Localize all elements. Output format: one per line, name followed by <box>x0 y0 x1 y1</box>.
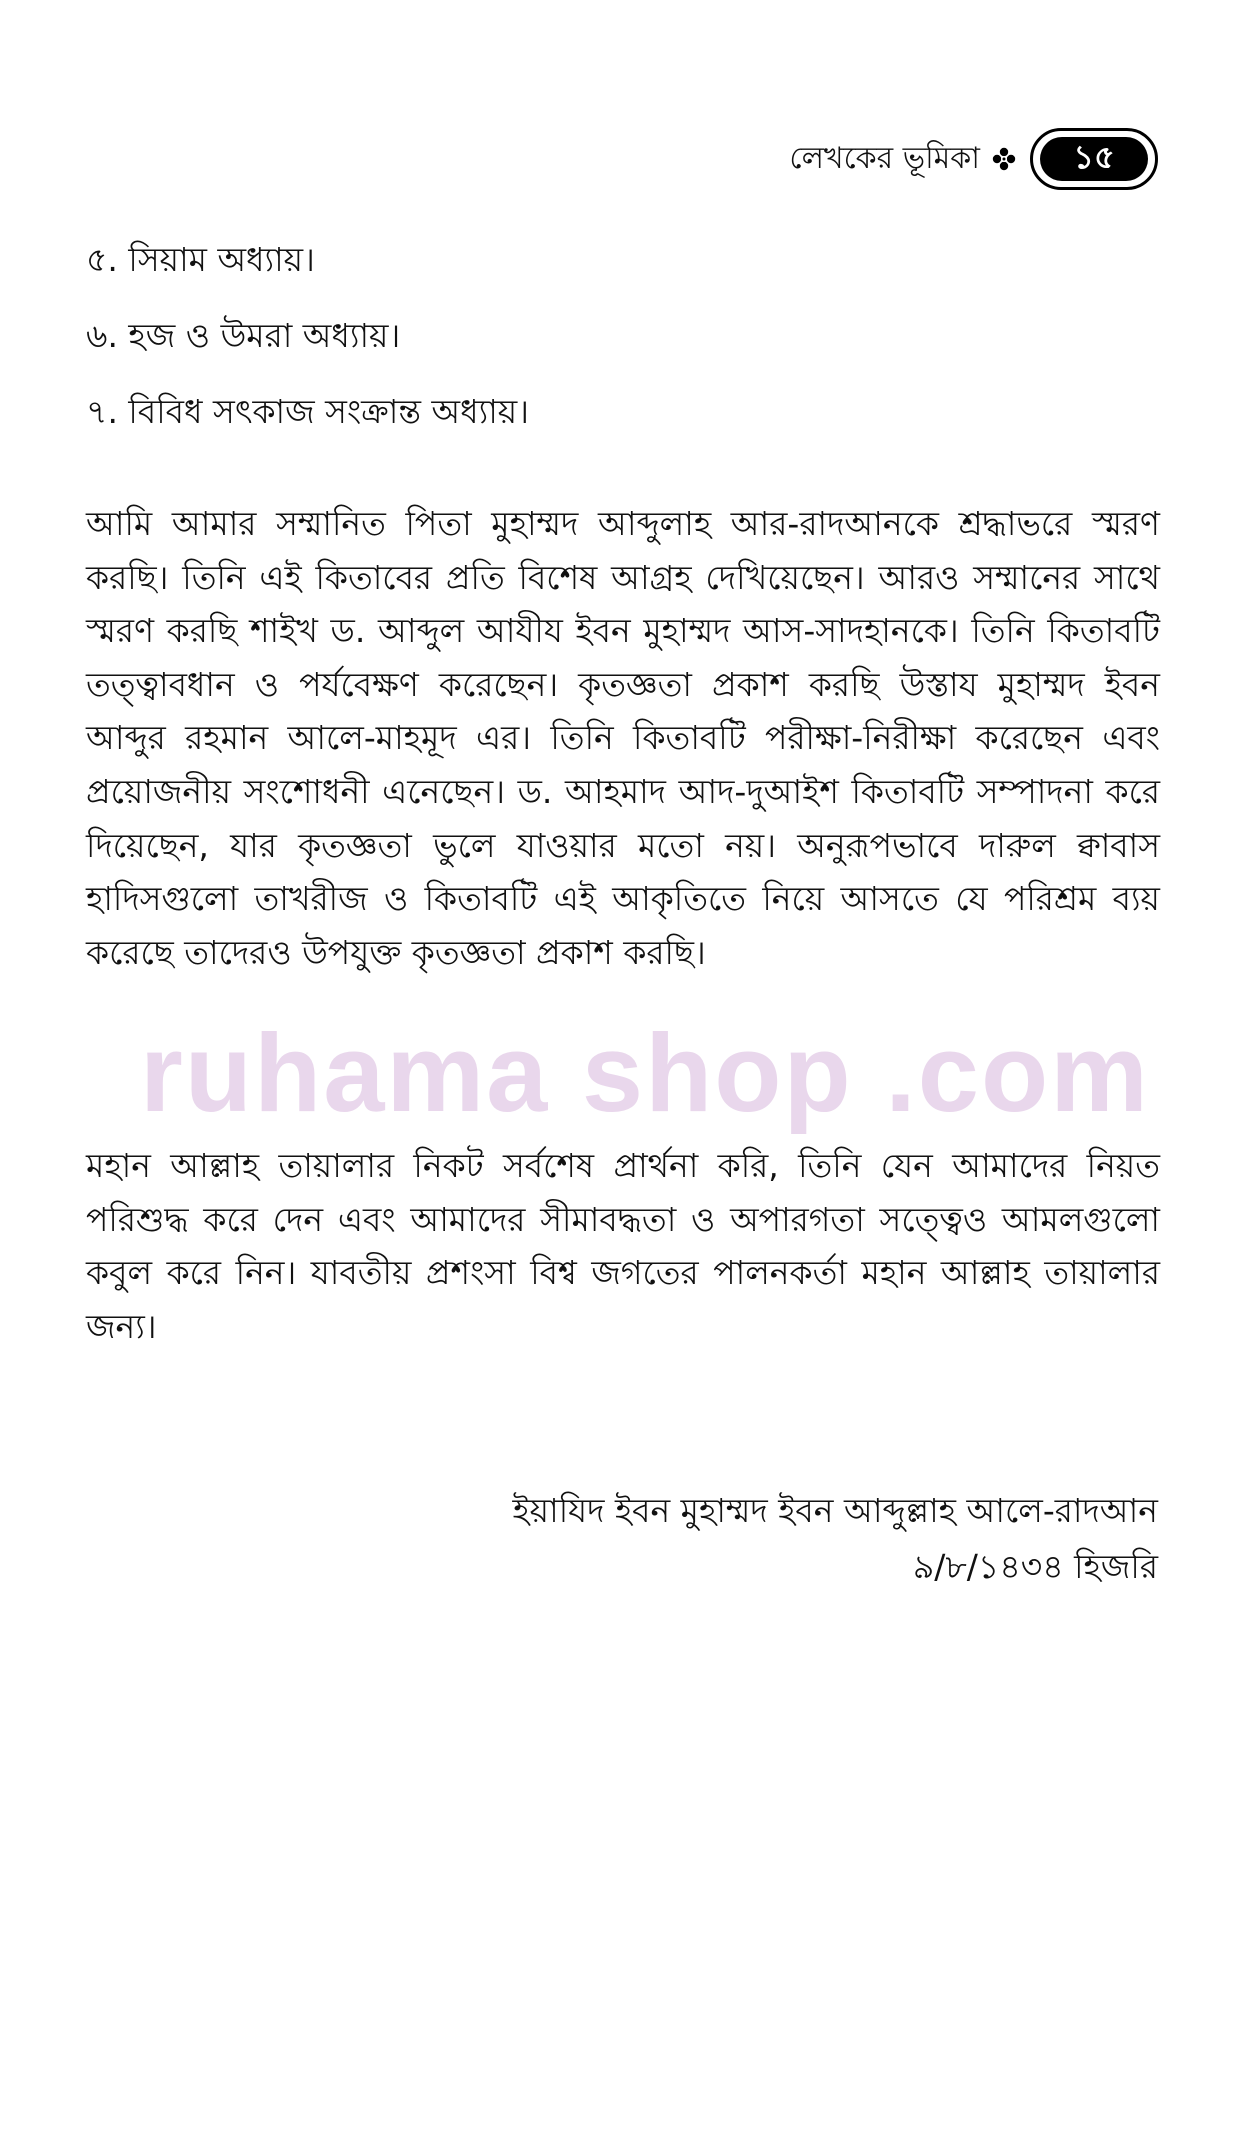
author-name: ইয়াযিদ ইবন মুহাম্মদ ইবন আব্দুল্লাহ আলে-রাদআন <box>512 1491 1158 1530</box>
list-item: ৭. বিবিধ সৎকাজ সংক্রান্ত অধ্যায়। <box>86 392 529 431</box>
watermark: ruhama shop .com <box>140 1012 1150 1135</box>
acknowledgement-paragraph: আমি আমার সম্মানিত পিতা মুহাম্মদ আব্দুলাহ আর-রাদআনকে শ্রদ্ধাভরে স্মরণ করছি। তিনি এই কিতাবের প্রতি বিশেষ আগ্রহ দেখিয়েছেন। আরও সম্মানের সাথে স্মরণ করছি শাইখ ড. আব্দুল আযীয ইবন মুহাম্মদ আস-সাদহানকে। তিনি কিতাবটি তত্ত্বাবধান ও পর্যবেক্ষণ করেছেন। কৃতজ্ঞতা প্রকাশ করছি উস্তায মুহাম্মদ ইবন আব্দুর রহমান আলে-মাহমূদ এর। তিনি কিতাবটি পরীক্ষা-নিরীক্ষা করেছেন এবং প্রয়োজনীয় সংশোধনী এনেছেন। ড. আহমাদ আদ-দুআইশ কিতাবটি সম্পাদনা করে দিয়েছেন, যার কৃতজ্ঞতা ভুলে যাওয়ার মতো নয়। অনুরূপভাবে দারুল ক্বাবাস হাদিসগুলো তাখরীজ ও কিতাবটি এই আকৃতিতে নিয়ে আসতে যে পরিশ্রম ব্যয় করেছে তাদেরও উপযুক্ত কৃতজ্ঞতা প্রকাশ করছি। <box>86 504 1160 972</box>
list-item: ৬. হজ ও উমরা অধ্যায়। <box>86 316 401 355</box>
prayer-paragraph: মহান আল্লাহ তায়ালার নিকট সর্বশেষ প্রার্থনা করি, তিনি যেন আমাদের নিয়ত পরিশুদ্ধ করে দেন এবং আমাদের সীমাবদ্ধতা ও অপারগতা সত্ত্বেও আমলগুলো কবুল করে নিন। যাবতীয় প্রশংসা বিশ্ব জগতের পালনকর্তা মহান আল্লাহ তায়ালার জন্য। <box>86 1146 1160 1346</box>
chapter-list <box>86 232 1166 460</box>
list-item: ৫. সিয়াম অধ্যায়। <box>86 240 315 279</box>
author-signature <box>513 1483 1158 1595</box>
page-header <box>789 128 1158 190</box>
signature-date: ৯/৮/১৪৩৪ হিজরি <box>912 1547 1158 1586</box>
page-number: ১৫ <box>1040 137 1148 181</box>
flower-ornament-icon <box>992 147 1016 171</box>
chapter-title: লেখকের ভূমিকা <box>789 141 980 176</box>
page-number-badge <box>1030 128 1158 190</box>
